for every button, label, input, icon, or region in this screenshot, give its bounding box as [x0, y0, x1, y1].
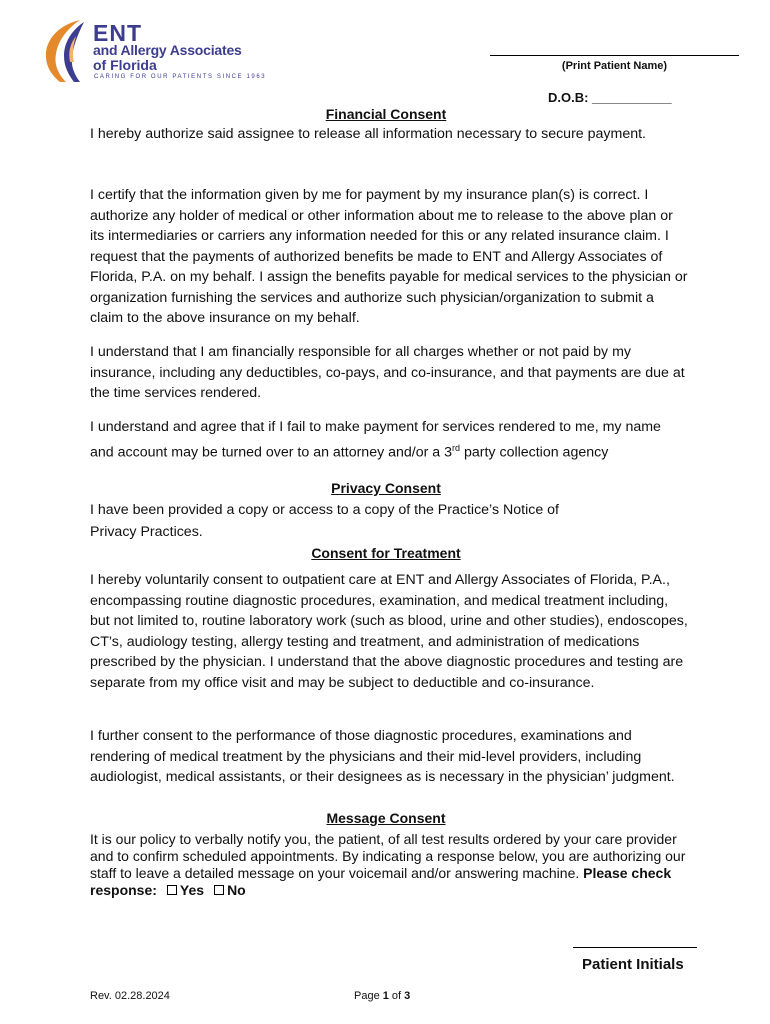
- patient-name-label: (Print Patient Name): [561, 60, 668, 72]
- dob-field[interactable]: D.O.B: ___________: [548, 90, 672, 105]
- logo-line-2: and Allergy Associates: [93, 42, 242, 58]
- financial-paragraph-3: I understand that I am financially responsible for all charges whether or not paid by my insurance, including any deductibles, co-pays, and co-insurance, and that payments are due at the time services rendered.: [90, 344, 685, 401]
- face-profile-icon: [40, 18, 92, 84]
- message-body: It is our policy to verbally notify you, the patient, of all test results ordered by your care provider and to confirm scheduled appointments. By indicating a response below, you are authorizing our staff to leave a detailed message on your voicemail and/or answering machine.: [90, 831, 686, 881]
- message-consent-heading: Message Consent: [326, 810, 446, 826]
- patient-name-line[interactable]: [490, 55, 739, 56]
- financial-p4-text-a: I understand and agree that if I fail to make payment for services rendered to me, my name and account may be turned over to an attorney and/or a 3: [90, 419, 661, 461]
- patient-initials-line[interactable]: [573, 947, 697, 948]
- financial-paragraph-4: [90, 417, 688, 463]
- revision-date: Rev. 02.28.2024: [90, 990, 170, 1002]
- treatment-paragraph-2: I further consent to the performance of those diagnostic procedures, examinations and rendering of medical treatment by the physicians and their mid-level providers, including audiologist, medical assistants, or their designees as is necessary in the physician’ judgment.: [90, 728, 675, 785]
- page-prefix: Page: [354, 990, 383, 1002]
- page-number: [354, 990, 410, 1002]
- no-checkbox[interactable]: [214, 885, 224, 895]
- message-prompt: Please check response:: [90, 865, 672, 898]
- privacy-consent-heading: Privacy Consent: [331, 480, 441, 496]
- treatment-paragraph-1: I hereby voluntarily consent to outpatient care at ENT and Allergy Associates of Florida, P.A., encompassing routine diagnostic procedures, examination, and medical treatment including, but not limited to, routine laboratory work (such as blood, urine and other studies), endoscopes, CT’s, audiology testing, allergy testing and treatment, and administration of medications prescribed by the physician. I understand that the above diagnostic procedures and testing are separate from my office visit and may be subject to deductible and co-insurance.: [90, 572, 688, 691]
- financial-paragraph-1: I hereby authorize said assignee to release all information necessary to secure payment.: [90, 126, 646, 142]
- yes-checkbox[interactable]: [167, 885, 177, 895]
- page-current: 1: [382, 990, 389, 1002]
- privacy-line-2: Privacy Practices.: [90, 524, 203, 540]
- logo-tagline: CARING FOR OUR PATIENTS SINCE 1963: [94, 74, 267, 80]
- no-label: No: [227, 882, 246, 898]
- financial-p4-text-b: party collection agency: [460, 444, 609, 461]
- message-paragraph: [90, 831, 688, 899]
- logo-ent: ENT: [93, 20, 142, 46]
- page-of: of: [388, 990, 405, 1002]
- patient-initials-label: Patient Initials: [582, 956, 684, 973]
- financial-consent-heading: Financial Consent: [325, 106, 447, 122]
- practice-logo: [40, 18, 267, 84]
- financial-p4-superscript: rd: [452, 442, 461, 453]
- yes-label: Yes: [179, 882, 205, 898]
- logo-line-3: of Florida: [93, 57, 157, 73]
- privacy-line-1: I have been provided a copy or access to a copy of the Practice’s Notice of: [90, 502, 559, 518]
- treatment-consent-heading: Consent for Treatment: [311, 545, 461, 561]
- page-total: 3: [404, 990, 411, 1002]
- financial-paragraph-2: I certify that the information given by me for payment by my insurance plan(s) is correct. I authorize any holder of medical or other information about me to release to the above plan or its intermediaries or carriers any information needed for this or any related insurance claim. I request that the payments of authorized benefits be made to ENT and Allergy Associates of Florida, P.A. on my behalf. I assign the benefits payable for medical services to the physician or organization furnishing the services and authorize such physician/organization to submit a claim to the above insurance on my behalf.: [90, 187, 688, 326]
